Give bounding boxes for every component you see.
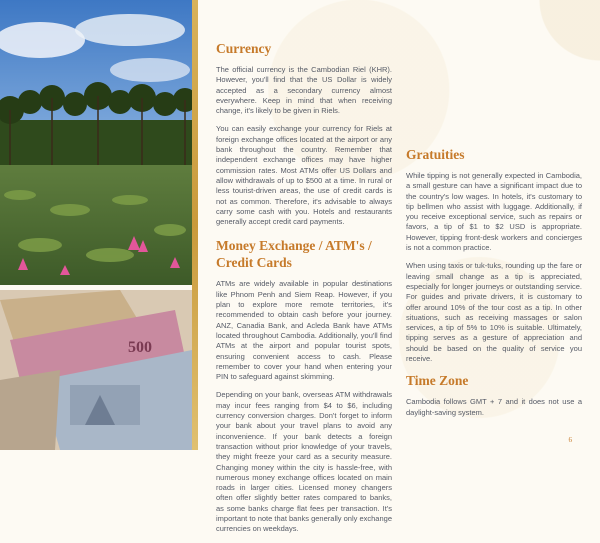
text-page	[198, 0, 600, 534]
money-exchange-paragraph: ATMs are widely available in popular destinations like Phnom Penh and Siem Reap. However, if you plan to explore more remote territories, it's recommended to obtain cash before your journey. ANZ, Canadia Bank, and Acleda Bank have ATMs located throughout Cambodia. Additionally, you'll find ATMs at the airport and popular tourist spots, ensuring convenient access to cash. Please remember to cover your hand when entering your PIN to safeguard against skimming.	[216, 279, 392, 382]
banknote-denomination: 500	[128, 339, 152, 356]
time-zone-heading: Time Zone	[406, 373, 469, 389]
money-exchange-heading: Money Exchange / ATM's / Credit Cards	[216, 238, 372, 271]
photo-column	[0, 0, 192, 450]
banknotes-photo	[0, 290, 192, 450]
currency-heading: Currency	[216, 41, 272, 56]
gratuities-paragraph: When using taxis or tuk-tuks, rounding up the fare or leaving small change as a tip is appreciated, especially for longer journeys or outstanding service. For guides and private drivers, it is customary to offer around 10% of the tour cost as a tip. In other situations, such as receiving massages or salon services, a tip of 5% to 10% is suitable. Ultimately, tipping serves as a gesture of appreciation and should be based on the quality of service you receive.	[406, 261, 582, 364]
currency-paragraph: The official currency is the Cambodian Riel (KHR). However, you'll find that the US Dollar is widely accepted as a secondary currency almost everywhere. Keep in mind that when receiving change, it's likely to be given in Riels.	[216, 65, 392, 116]
currency-paragraph: You can easily exchange your currency for Riels at foreign exchange offices located at the airport or any bank throughout the country. Remember that independent exchange offices may have higher commission rates. Most ATMs offer US Dollars and allow withdrawals of up to $500 at a time. In rural or less tourist-driven areas, the use of credit cards is not as common. Therefore, it's advisable to always carry some cash with you. Hotels and restaurants generally accept credit card payments.	[216, 124, 392, 227]
money-exchange-paragraph: Depending on your bank, overseas ATM withdrawals may incur fees ranging from $4 to $6, including currency conversion charges. Don't forget to inform your bank about your travel plans to avoid any inconvenience. If your bank detects a foreign transaction without prior knowledge of your travels, they might freeze your card as a security measure. Changing money within the city is hassle-free, with numerous money exchange offices located on main roads in larger cities. Licensed money changers often offer slightly better rates compared to banks, as some banks charge flat fees per transaction. It's important to note that banks generally only exchange currencies on weekdays.	[216, 390, 392, 534]
time-zone-paragraph: Cambodia follows GMT + 7 and it does not use a daylight-saving system.	[406, 397, 582, 417]
page-number: 6	[568, 436, 572, 444]
travel-photos	[0, 0, 192, 450]
right-column	[406, 0, 582, 426]
gratuities-heading: Gratuities	[406, 147, 465, 162]
gratuities-paragraph: While tipping is not generally expected in Cambodia, a small gesture can have a significant impact due to the country's low wages. In hotels, it's customary to tip bellmen who assist with luggage. Additionally, if you receive exceptional service, such as repairs or favors, a tip of $1 to $2 USD is appropriate. However, tipping front-desk workers and concierges is not a common practice.	[406, 171, 582, 253]
lotus-pond-photo	[0, 0, 192, 285]
left-column	[216, 40, 392, 543]
